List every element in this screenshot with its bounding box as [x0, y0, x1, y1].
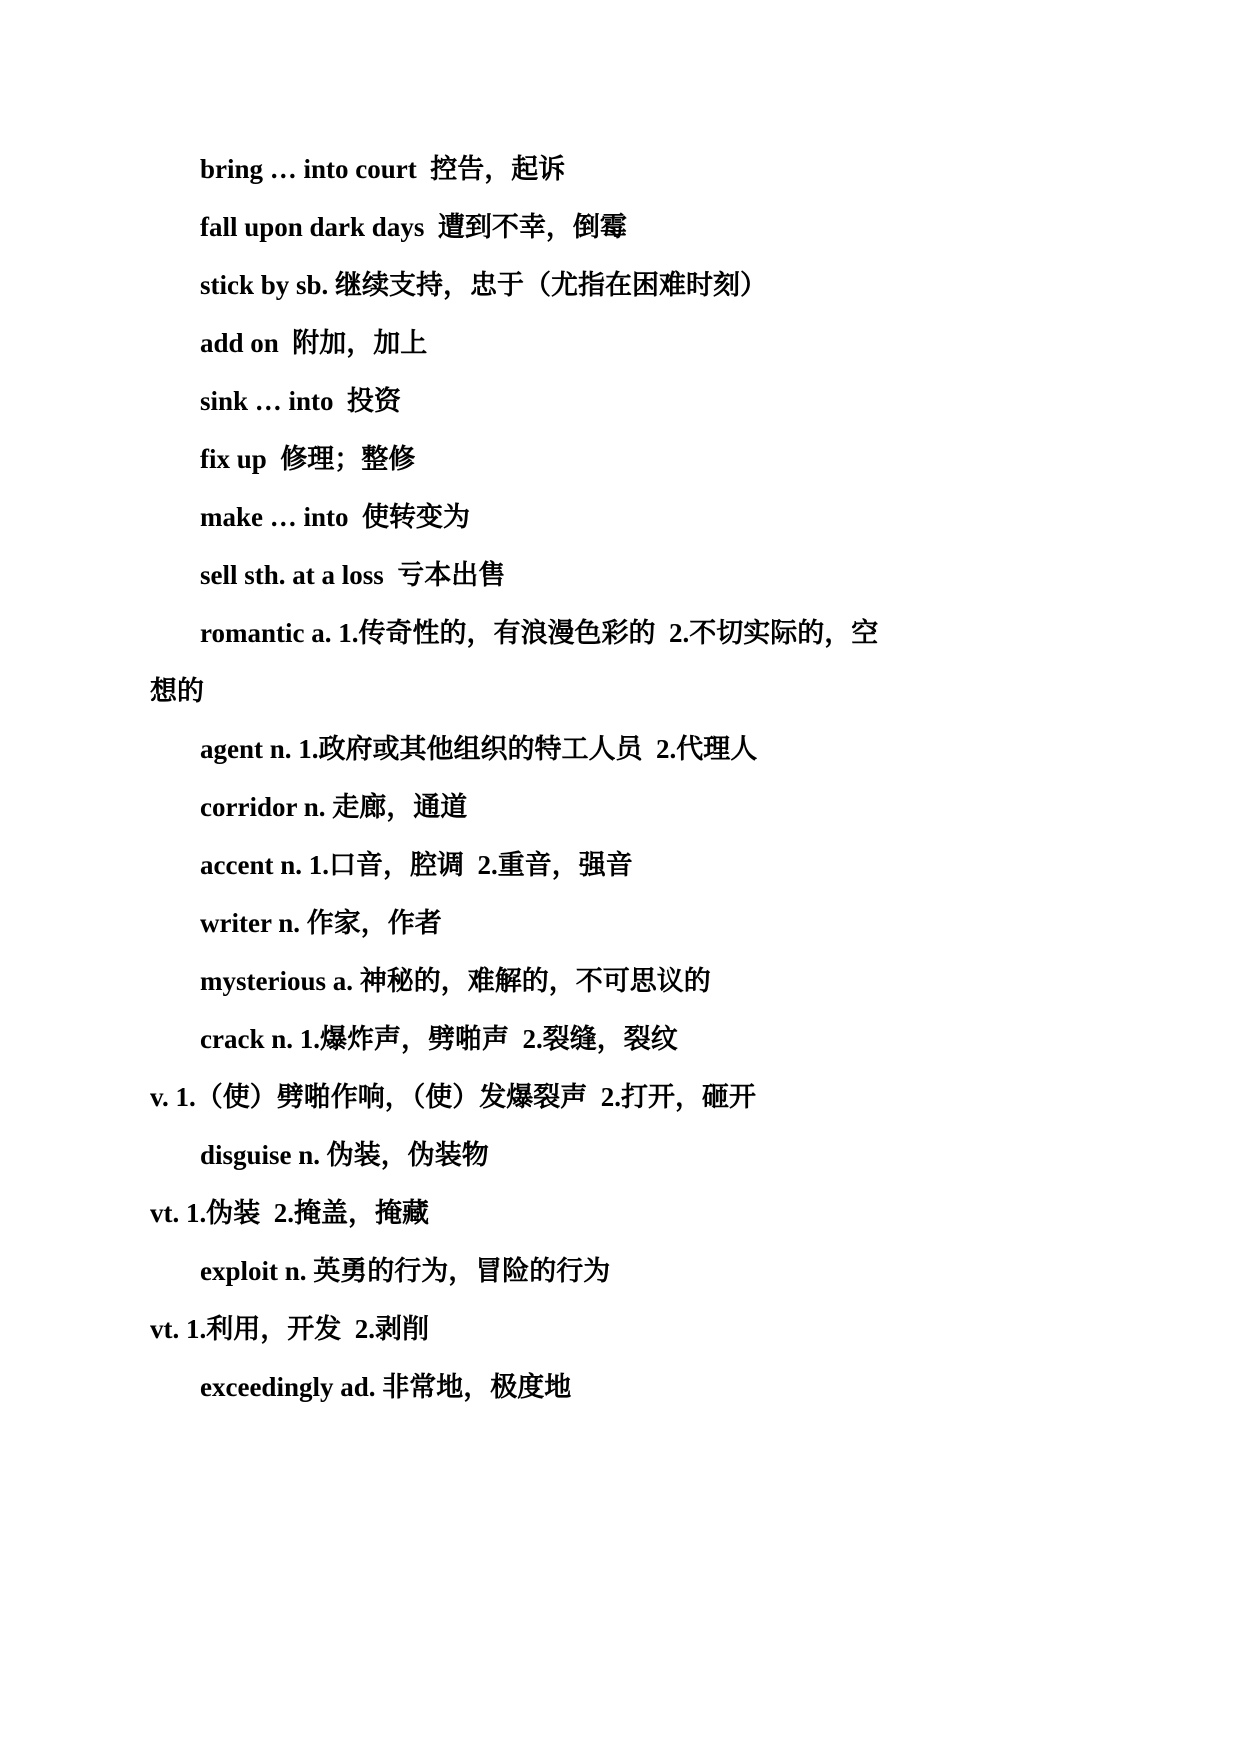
vocabulary-entry: fix up 修理；整修: [200, 444, 416, 474]
vocabulary-entry: sell sth. at a loss 亏本出售: [200, 560, 506, 590]
vocabulary-entry-continuation: v. 1.（使）劈啪作响，（使）发爆裂声 2.打开，砸开: [150, 1082, 757, 1112]
vocabulary-entry: writer n. 作家，作者: [200, 908, 442, 938]
vocabulary-entry: romantic a. 1.传奇性的，有浪漫色彩的 2.不切实际的，空: [200, 618, 879, 648]
vocabulary-entry: mysterious a. 神秘的，难解的，不可思议的: [200, 966, 711, 996]
vocabulary-entry: exceedingly ad. 非常地，极度地: [200, 1372, 572, 1402]
vocabulary-entry-continuation: 想的: [150, 676, 204, 706]
vocabulary-entry: accent n. 1.口音，腔调 2.重音，强音: [200, 850, 633, 880]
vocabulary-entry: fall upon dark days 遭到不幸，倒霉: [200, 212, 627, 242]
vocabulary-entry: stick by sb. 继续支持，忠于（尤指在困难时刻）: [200, 270, 768, 300]
vocabulary-entry: crack n. 1.爆炸声，劈啪声 2.裂缝，裂纹: [200, 1024, 678, 1054]
vocabulary-entry: disguise n. 伪装，伪装物: [200, 1140, 489, 1170]
vocabulary-entry: make … into 使转变为: [200, 502, 470, 532]
vocabulary-entry: corridor n. 走廊，通道: [200, 792, 468, 822]
vocabulary-list: [150, 140, 1091, 1416]
vocabulary-entry: add on 附加，加上: [200, 328, 428, 358]
vocabulary-entry: agent n. 1.政府或其他组织的特工人员 2.代理人: [200, 734, 758, 764]
vocabulary-entry-continuation: vt. 1.伪装 2.掩盖，掩藏: [150, 1198, 429, 1228]
vocabulary-entry: sink … into 投资: [200, 386, 402, 416]
vocabulary-entry: exploit n. 英勇的行为，冒险的行为: [200, 1256, 611, 1286]
vocabulary-entry-continuation: vt. 1.利用，开发 2.剥削: [150, 1314, 429, 1344]
vocabulary-entry: bring … into court 控告，起诉: [200, 154, 566, 184]
